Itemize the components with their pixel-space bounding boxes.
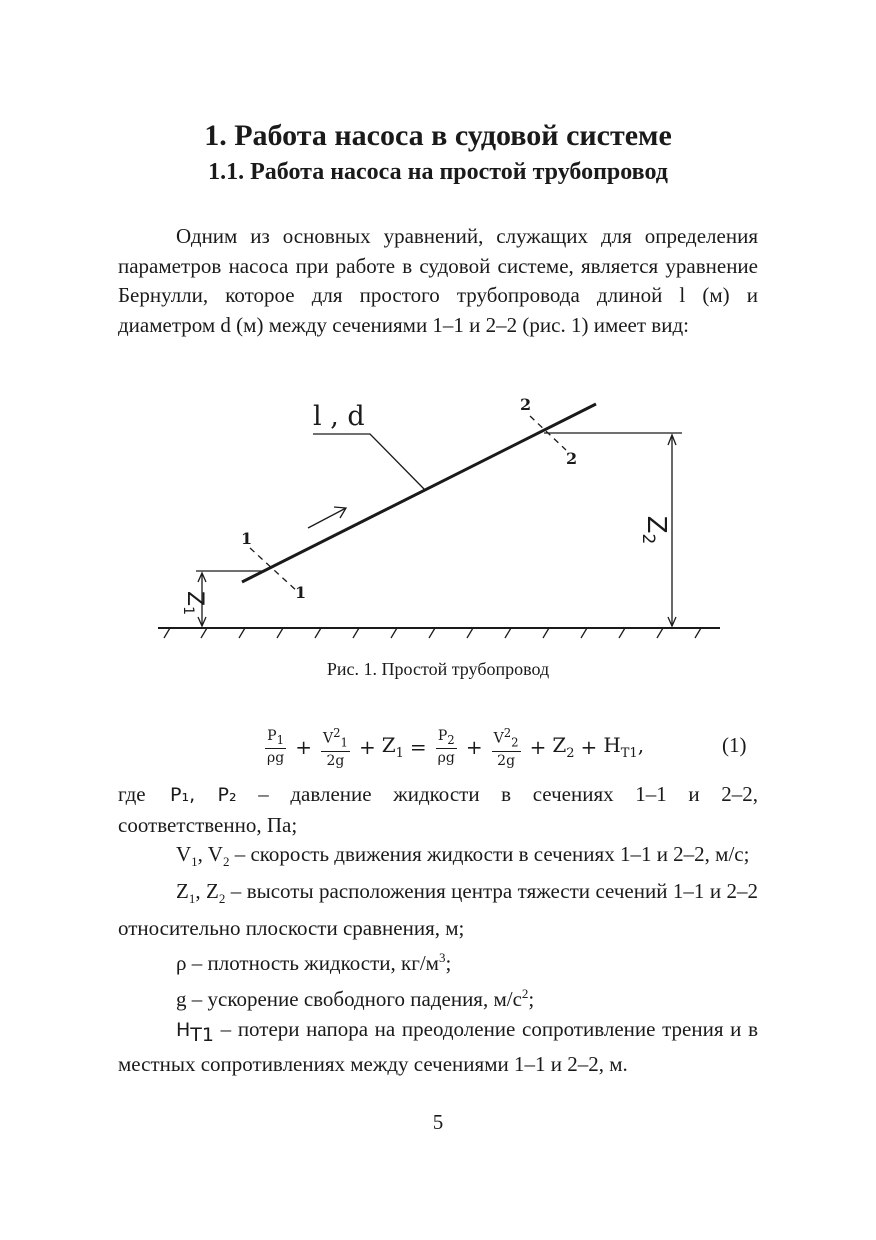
pipeline-figure	[0, 380, 876, 650]
term-z1: $Z_1$	[381, 733, 404, 761]
svg-text:Z2: Z2	[638, 515, 671, 545]
section-title: 1.1. Работа насоса на простой трубопровод	[208, 159, 668, 185]
bernoulli-equation: $\frac{P_1}{\rho g}$ + $\frac{V^2_1}{2g}$ + $Z_1$ = $\frac{P_2}{\rho g}$ + $\frac{V^2_2}{2g}$ + $Z_2$ + $H_{T1}$,	[267, 725, 645, 770]
figure-caption: Рис. 1. Простой трубопровод	[326, 659, 550, 679]
section-2-bottom-label: 2	[566, 449, 578, 468]
definition-density: ρ – плотность жидкости, $кг/м^3$;	[176, 950, 452, 976]
section-1-line	[250, 548, 298, 592]
definition-head-loss: $H_{T1}$ – потери напора на преодоление сопротивление трения и в местных сопротивлениях между сечениями 1–1 и 2–2, м.	[118, 1016, 758, 1077]
term-z2: $Z_2$	[552, 733, 575, 761]
intro-paragraph	[118, 222, 758, 340]
chapter-title: 1. Работа насоса в судовой системе	[204, 119, 672, 152]
pipe-label-leader	[313, 434, 425, 490]
z1-label	[180, 591, 207, 615]
section-2-top-label: 2	[520, 395, 532, 414]
equation-number: (1)	[722, 733, 747, 757]
definition-pressure: где P₁, P₂ – давление жидкости в сечениях 1–1 и 2–2, соответственно, Па;	[118, 782, 758, 837]
fraction-v2: $\frac{V^2_2}{2g}$	[493, 725, 519, 770]
section-1-bottom-label: 1	[295, 583, 307, 602]
ground-hatching	[164, 628, 701, 638]
section-1-top-label: 1	[241, 529, 253, 548]
definition-velocity: $V_1$, $V_2$ – скорость движения жидкости в сечениях 1–1 и 2–2, м/с;	[176, 842, 750, 870]
intro-text: Одним из основных уравнений, служащих для определения параметров насоса при работе в судовой системе, является уравнение Бернулли, которое для простого трубопровода длиной l (м) и диаметром d (м) между сечениями 1–1 и 2–2 (рис. 1) имеет вид:	[118, 224, 758, 337]
fraction-v1: $\frac{V^2_1}{2g}$	[322, 725, 348, 770]
definitions-list	[118, 780, 758, 1080]
svg-text:Z1: Z1	[180, 591, 207, 615]
pipeline-diagram	[0, 380, 876, 650]
fraction-p1: $\frac{P_1}{\rho g}$	[267, 727, 285, 767]
pipe-label: l , d	[313, 401, 365, 432]
definition-gravity: g – ускорение свободного падения, $м/с^2$;	[176, 985, 535, 1011]
definition-height: $Z_1$, $Z_2$ – высоты расположения центра тяжести сечений 1–1 и 2–2 относительно плоскости сравнения, м;	[118, 878, 758, 940]
page-number: 5	[432, 1110, 444, 1134]
z2-label	[638, 516, 671, 545]
term-head-loss: $H_{T1}$,	[603, 733, 645, 761]
pipe-line	[242, 404, 596, 582]
fraction-p2: $\frac{P_2}{\rho g}$	[437, 727, 455, 767]
